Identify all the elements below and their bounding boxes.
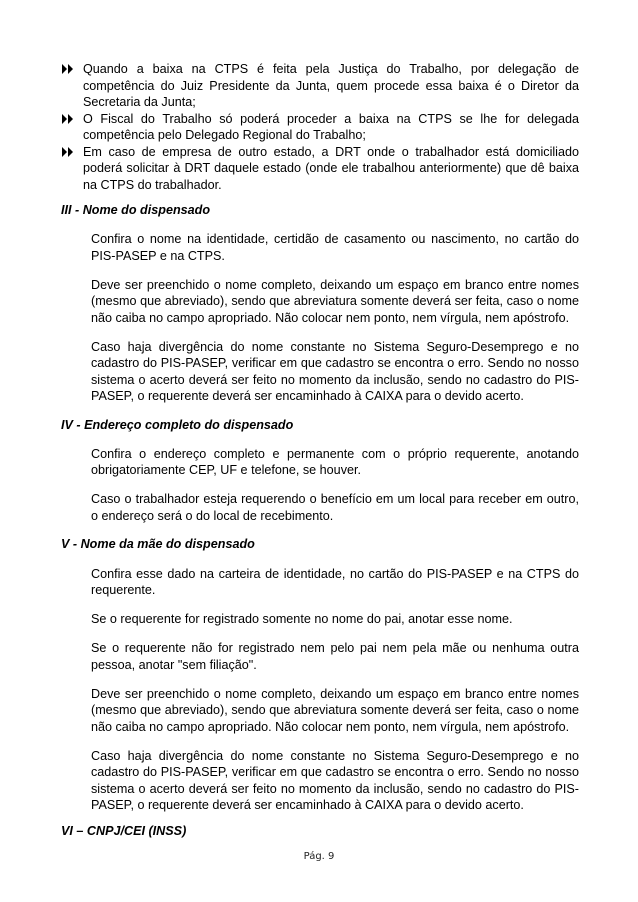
bullet-text: Quando a baixa na CTPS é feita pela Justiça do Trabalho, por delegação de competência do Juiz Presidente da Junta, quem procede essa baixa é o Diretor da Secretaria da Junta; bbox=[83, 62, 579, 109]
section-heading: VI – CNPJ/CEI (INSS) bbox=[61, 823, 187, 838]
list-item bbox=[61, 61, 579, 111]
page-number: Pág. 9 bbox=[303, 851, 335, 862]
paragraph: Deve ser preenchido o nome completo, deixando um espaço em branco entre nomes (mesmo que abreviado), sendo que abreviatura somente deverá ser feita, caso o nome não caiba no campo apropriado. Não colocar nem ponto, nem vírgula, nem apóstrofo. bbox=[91, 686, 579, 734]
section-nome-dispensado bbox=[61, 202, 579, 405]
paragraph: Caso haja divergência do nome constante no Sistema Seguro-Desemprego e no cadastro do PIS-PASEP, verificar em que cadastro se encontra o erro. Sendo no nosso sistema o acerto deverá ser feito no momento da inclusão, sendo no cadastro do PIS-PASEP, o requerente deverá ser encaminhado à CAIXA para o devido acerto. bbox=[91, 339, 579, 404]
double-arrow-right-icon bbox=[61, 62, 75, 76]
bullet-text: O Fiscal do Trabalho só poderá proceder a baixa na CTPS se lhe for delegada competência pelo Delegado Regional do Trabalho; bbox=[83, 111, 579, 142]
paragraph: Confira o nome na identidade, certidão de casamento ou nascimento, no cartão do PIS-PASEP e na CTPS. bbox=[91, 232, 579, 263]
section-nome-mae bbox=[61, 536, 579, 813]
section-cnpj-cei bbox=[61, 823, 579, 840]
paragraph: Se o requerente não for registrado nem pelo pai nem pela mãe ou nenhuma outra pessoa, anotar "sem filiação". bbox=[91, 641, 579, 672]
paragraph: Confira o endereço completo e permanente com o próprio requerente, anotando obrigatoriamente CEP, UF e telefone, se houver. bbox=[91, 446, 579, 478]
section-endereco-dispensado bbox=[61, 417, 579, 525]
paragraph: Se o requerente for registrado somente no nome do pai, anotar esse nome. bbox=[91, 612, 513, 627]
paragraph: Deve ser preenchido o nome completo, deixando um espaço em branco entre nomes (mesmo que abreviado), sendo que abreviatura somente deverá ser feita, caso o nome não caiba no campo apropriado. Não colocar nem ponto, nem vírgula, nem apóstrofo. bbox=[91, 277, 579, 325]
paragraph: Caso haja divergência do nome constante no Sistema Seguro-Desemprego e no cadastro do PIS-PASEP, verificar em que cadastro se encontra o erro. Sendo no nosso sistema o acerto deverá ser feito no momento da inclusão, sendo no cadastro do PIS-PASEP, o requerente deverá ser encaminhado à CAIXA para o devido acerto. bbox=[91, 748, 579, 813]
page-content bbox=[61, 61, 579, 848]
bullet-list bbox=[61, 61, 579, 193]
list-item bbox=[61, 111, 579, 144]
bullet-text: Em caso de empresa de outro estado, a DRT onde o trabalhador está domiciliado poderá solicitar à DRT daquele estado (onde ele trabalhou anteriormente) que dê baixa na CTPS do trabalhador. bbox=[83, 144, 579, 192]
paragraph: Confira esse dado na carteira de identidade, no cartão do PIS-PASEP e na CTPS do requerente. bbox=[91, 566, 579, 598]
double-arrow-right-icon bbox=[61, 112, 75, 126]
section-heading: III - Nome do dispensado bbox=[61, 203, 211, 217]
section-heading: V - Nome da mãe do dispensado bbox=[61, 537, 255, 552]
section-heading: IV - Endereço completo do dispensado bbox=[61, 417, 294, 432]
double-arrow-right-icon bbox=[61, 145, 75, 159]
list-item bbox=[61, 144, 579, 194]
paragraph: Caso o trabalhador esteja requerendo o benefício em um local para receber em outro, o endereço será o do local de recebimento. bbox=[91, 492, 579, 523]
